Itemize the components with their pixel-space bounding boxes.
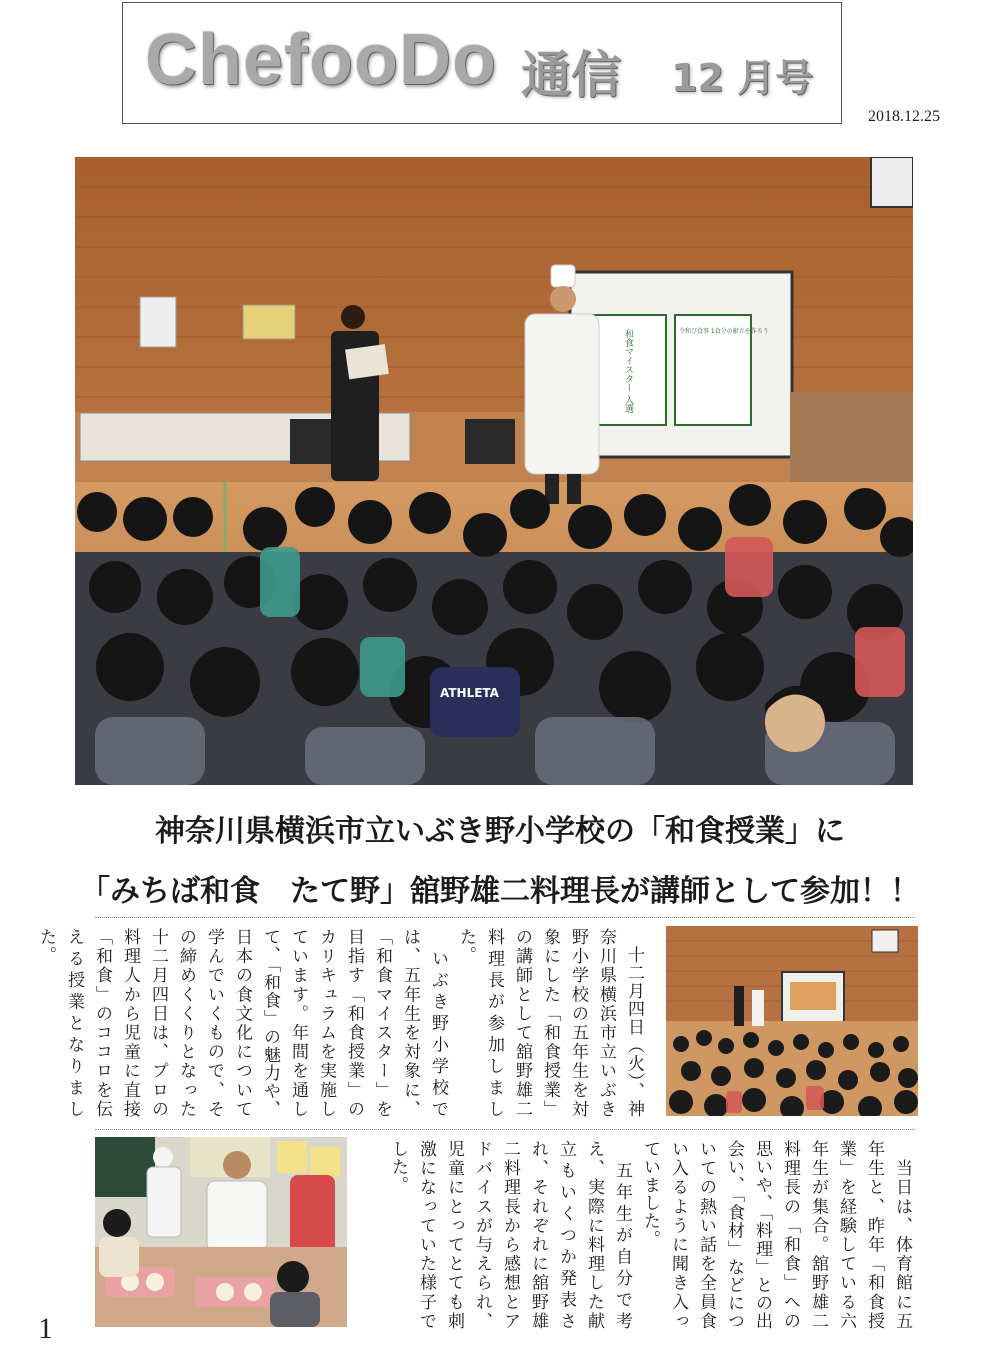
dotted-divider [95,917,915,918]
secondary-photo-gym [666,926,918,1116]
article-column-1: 十二月四日（火）、神奈川県横浜市立いぶき野小学校の五年生を対象にした「和食授業」の講師として舘野雄二料理長が参加しました。 いぶき野小学校では、五年生を対象に、「和食マイスター」を目指す「和食授業」のカリキュラムを実施しています。年間を通して、「和食」の魅力や、日本の食文化について学んでいくもので、その締めくくりとなった十二月四日は、プロの料理人から児童に直接「和食」のココロを伝える授業となりました。 [36,928,644,1118]
dotted-divider-2 [95,1129,915,1130]
masthead-box [122,2,842,124]
masthead-brand: ChefooDo [145,20,497,100]
main-photo [75,157,913,785]
page-number: 1 [38,1312,53,1345]
issue-date: 2018.12.25 [868,108,940,125]
masthead-issue: 12 月号 [671,56,814,100]
masthead-label: 通信 [521,46,621,104]
headline-line-1: 神奈川県横浜市立いぶき野小学校の「和食授業」に [155,814,845,849]
article-column-2: 当日は、体育館に五年生と、昨年「和食授業」を経験している六年生が集合。舘野雄二料理長の「和食」への思いや、「料理」との出会い、「食材」などについての熱い話を全員食い入るように聞き入っていました。 五年生が自分で考え、実際に料理した献立もいくつか発表され、それぞれに舘野雄二料理長から感想とアドバイスが与えられ、児童にとってとても刺激になっていた様子でした。 [388,1140,912,1330]
screen-slide-right: 令和び食事 1食分の献立を作ろう [679,328,769,335]
headline-line-2: 「みちば和食 たて野」舘野雄二料理長が講師として参加！！ [80,874,920,909]
screen-slide-left: 和食マイスター 入選 [623,329,633,413]
secondary-photo-classroom [95,1137,347,1327]
shirt-text: ATHLETA [440,686,499,700]
